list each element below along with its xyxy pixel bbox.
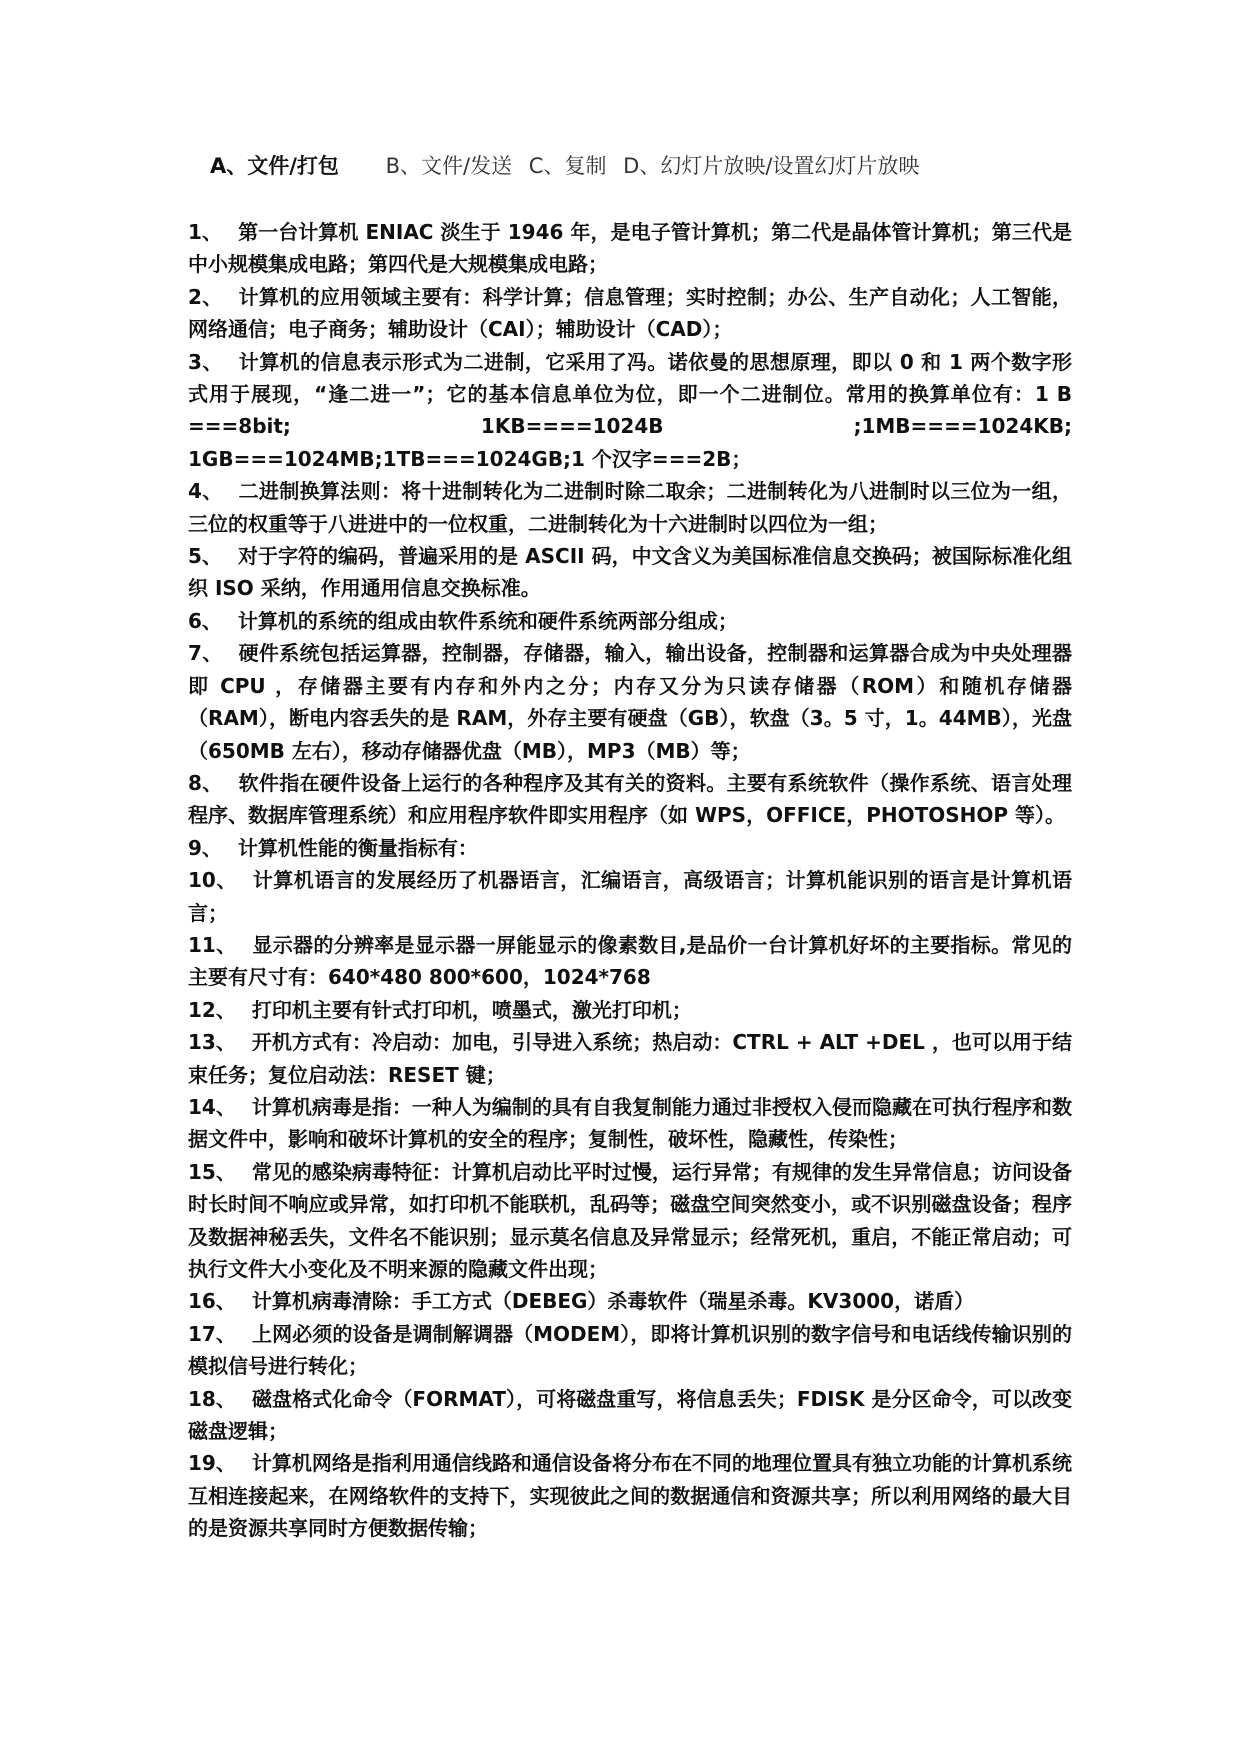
list-item <box>188 1285 1072 1317</box>
item-text: 计算机的信息表示形式为二进制，它采用了冯。诺依曼的思想原理，即以 0 和 1 两个数字形式用于展现，“逢二进一”；它的基本信息单位为位，即一个二进制位。常用的换算单位有：1 B ===8bit; 1KB====1024B ;1MB====1024KB; 1GB===1024MB;1TB===1024GB;1 个汉字===2B； <box>188 349 1072 471</box>
list-item <box>188 475 1072 540</box>
item-number: 9、 <box>188 835 222 860</box>
item-number: 16、 <box>188 1289 236 1314</box>
item-number: 8、 <box>188 770 223 795</box>
item-number: 12、 <box>188 997 236 1022</box>
item-text: 软件指在硬件设备上运行的各种程序及其有关的资料。主要有系统软件（操作系统、语言处理程序、数据库管理系统）和应用程序软件即实用程序（如 WPS，OFFICE，PHOTOSHOP 等）。 <box>188 770 1073 828</box>
option-a: A、文件/打包 <box>210 154 339 178</box>
item-text: 磁盘格式化命令（FORMAT），可将磁盘重写，将信息丢失；FDISK 是分区命令，可以改变磁盘逻辑； <box>188 1386 1072 1444</box>
list-item <box>188 929 1072 994</box>
list-item <box>188 1383 1072 1448</box>
list-item <box>188 281 1072 346</box>
item-number: 17、 <box>188 1321 236 1346</box>
list-item <box>188 216 1072 281</box>
item-text: 计算机的应用领域主要有：科学计算；信息管理；实时控制；办公、生产自动化；人工智能，网络通信；电子商务；辅助设计（CAI）；辅助设计（CAD）； <box>188 284 1073 342</box>
item-number: 19、 <box>188 1451 236 1476</box>
item-text: 计算机语言的发展经历了机器语言，汇编语言，高级语言；计算机能识别的语言是计算机语言； <box>188 868 1073 925</box>
answer-options <box>210 150 929 182</box>
list-item <box>188 605 1072 637</box>
list-item <box>188 1156 1072 1286</box>
item-text: 计算机的系统的组成由软件系统和硬件系统两部分组成； <box>237 608 738 633</box>
item-text: 打印机主要有针式打印机，喷墨式，激光打印机； <box>251 997 692 1022</box>
item-text: 上网必须的设备是调制解调器（MODEM），即将计算机识别的数字信号和电话线传输识别的模拟信号进行转化； <box>188 1321 1072 1379</box>
option-c: C、复制 <box>528 154 607 178</box>
list-item <box>188 1026 1072 1091</box>
list-item <box>188 994 1072 1026</box>
item-text: 计算机性能的衡量指标有： <box>237 835 478 860</box>
item-text: 对于字符的编码，普遍采用的是 ASCII 码，中文含义为美国标准信息交换码；被国际标准化组织 ISO 采纳，作用通用信息交换标准。 <box>188 544 1072 601</box>
item-text: 硬件系统包括运算器，控制器，存储器，输入，输出设备，控制器和运算器合成为中央处理器即 CPU ，存储器主要有内存和外内之分；内存又分为只读存储器（ROM）和随机存储器（RAM），断电内容丢失的是 RAM，外存主要有硬盘（GB），软盘（3。5 寸，1。44MB），光盘（650MB 左右），移动存储器优盘（MB），MP3（MB）等； <box>188 641 1073 763</box>
item-number: 10、 <box>188 868 237 893</box>
item-text: 计算机病毒清除：手工方式（DEBEG）杀毒软件（瑞星杀毒。KV3000，诺盾） <box>251 1289 975 1314</box>
item-number: 1、 <box>188 220 223 244</box>
item-number: 4、 <box>188 479 223 504</box>
item-number: 6、 <box>188 608 222 633</box>
item-text: 计算机网络是指利用通信线路和通信设备将分布在不同的地理位置具有独立功能的计算机系统互相连接起来，在网络软件的支持下，实现彼此之间的数据通信和资源共享；所以利用网络的最大目的是资源共享同时方便数据传输； <box>188 1451 1072 1541</box>
numbered-list <box>188 216 1072 1545</box>
item-text: 显示器的分辨率是显示器一屏能显示的像素数目,是品价一台计算机好坏的主要指标。常见的主要有尺寸有：640*480 800*600，1024*768 <box>188 932 1072 990</box>
list-item <box>188 346 1072 476</box>
list-item <box>188 864 1072 929</box>
item-text: 第一台计算机 ENIAC 淡生于 1946 年，是电子管计算机；第二代是晶体管计算机；第三代是中小规模集成电路；第四代是大规模集成电路； <box>188 220 1073 277</box>
item-number: 5、 <box>188 544 222 569</box>
item-number: 7、 <box>188 641 223 666</box>
item-number: 2、 <box>188 284 223 309</box>
option-d: D、幻灯片放映/设置幻灯片放映 <box>623 154 920 178</box>
list-item <box>188 1318 1072 1383</box>
item-number: 15、 <box>188 1159 236 1184</box>
item-number: 13、 <box>188 1030 236 1055</box>
item-number: 18、 <box>188 1386 236 1411</box>
item-text: 二进制换算法则：将十进制转化为二进制时除二取余；二进制转化为八进制时以三位为一组，三位的权重等于八进进中的一位权重，二进制转化为十六进制时以四位为一组； <box>188 479 1073 536</box>
list-item <box>188 767 1072 832</box>
list-item <box>188 637 1072 767</box>
list-item <box>188 1091 1072 1156</box>
item-number: 11、 <box>188 932 237 957</box>
list-item <box>188 1447 1072 1544</box>
item-number: 14、 <box>188 1094 236 1119</box>
item-text: 开机方式有：冷启动：加电，引导进入系统；热启动：CTRL + ALT +DEL ，也可以用于结束任务；复位启动法：RESET 键； <box>188 1030 1072 1087</box>
item-text: 常见的感染病毒特征：计算机启动比平时过慢，运行异常；有规律的发生异常信息；访问设备时长时间不响应或异常，如打印机不能联机，乱码等；磁盘空间突然变小，或不识别磁盘设备；程序及数据神秘丢失，文件名不能识别；显示莫名信息及异常显示；经常死机，重启，不能正常启动；可执行文件大小变化及不明来源的隐藏文件出现； <box>188 1159 1072 1281</box>
list-item <box>188 832 1072 864</box>
list-item <box>188 540 1072 605</box>
item-text: 计算机病毒是指：一种人为编制的具有自我复制能力通过非授权入侵而隐藏在可执行程序和数据文件中，影响和破坏计算机的安全的程序；复制性，破坏性，隐藏性，传染性； <box>188 1094 1072 1152</box>
option-b: B、文件/发送 <box>385 154 513 178</box>
item-number: 3、 <box>188 349 223 374</box>
